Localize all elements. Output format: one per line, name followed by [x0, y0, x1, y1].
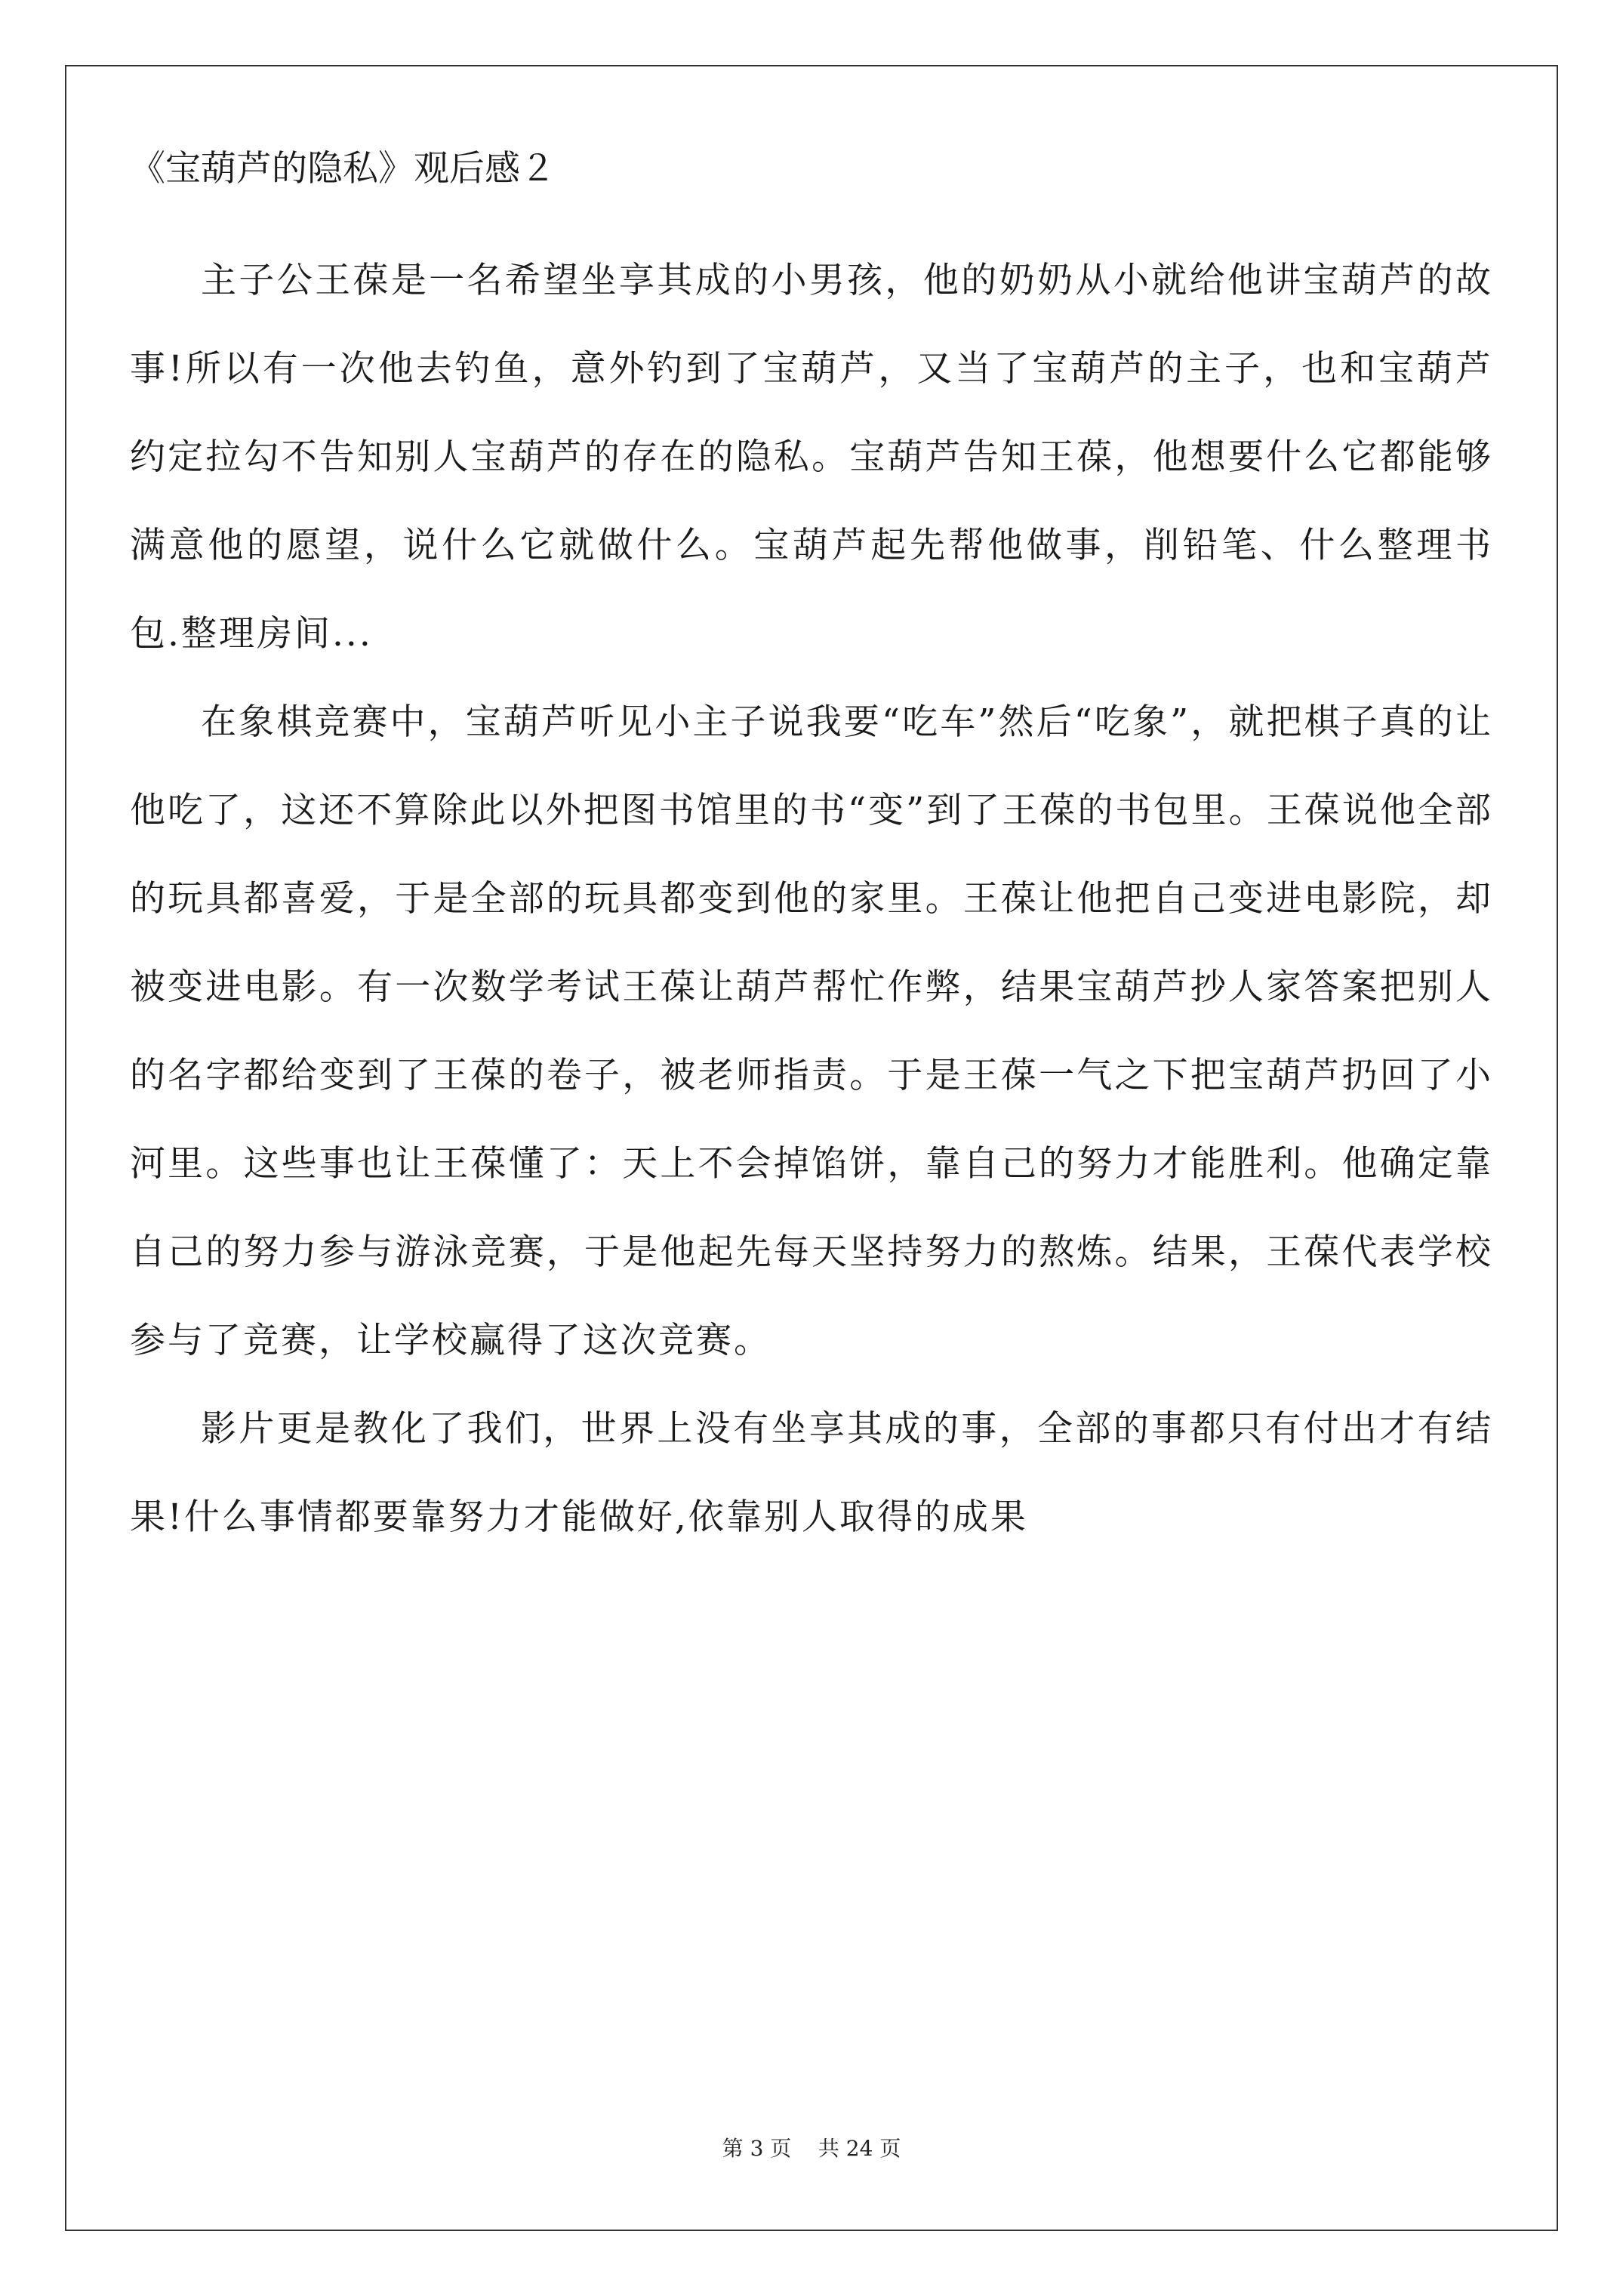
page-number-footer: 第 3 页 共 24 页	[722, 2136, 901, 2161]
document-body	[130, 147, 1493, 1561]
paragraph-1: 主子公王葆是一名希望坐享其成的小男孩，他的奶奶从小就给他讲宝葫芦的故事!所以有一次他去钓鱼，意外钓到了宝葫芦，又当了宝葫芦的主子，也和宝葫芦约定拉勾不告知别人宝葫芦的存在的隐私。宝葫芦告知王葆，他想要什么它都能够满意他的愿望，说什么它就做什么。宝葫芦起先帮他做事，削铅笔、什么整理书包.整理房间...	[130, 260, 1493, 655]
paragraph-3: 影片更是教化了我们，世界上没有坐享其成的事，全部的事都只有付出才有结果!什么事情都要靠努力才能做好,依靠别人取得的成果	[130, 1408, 1493, 1538]
document-title: 《宝葫芦的隐私》观后感２	[130, 148, 556, 190]
paragraph-2: 在象棋竞赛中，宝葫芦听见小主子说我要“吃车”然后“吃象”，就把棋子真的让他吃了，这还不算除此以外把图书馆里的书“变”到了王葆的书包里。王葆说他全部的玩具都喜爱，于是全部的玩具都变到他的家里。王葆让他把自己变进电影院，却被变进电影。有一次数学考试王葆让葫芦帮忙作弊，结果宝葫芦抄人家答案把别人的名字都给变到了王葆的卷子，被老师指责。于是王葆一气之下把宝葫芦扔回了小河里。这些事也让王葆懂了：天上不会掉馅饼，靠自己的努力才能胜利。他确定靠自己的努力参与游泳竞赛，于是他起先每天坚持努力的熬炼。结果，王葆代表学校参与了竞赛，让学校赢得了这次竞赛。	[130, 701, 1493, 1361]
